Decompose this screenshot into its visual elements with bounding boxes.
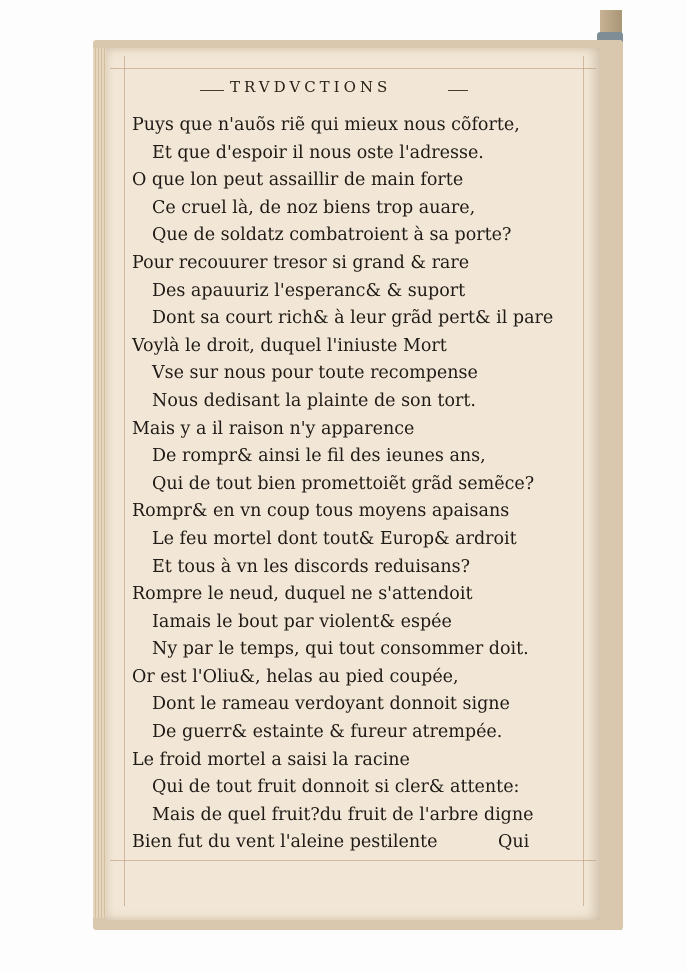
margin-rule-left [124, 56, 125, 906]
poem-line: O que lon peut assaillir de main forte [132, 170, 464, 191]
poem-line: Bien fut du vent l'aleine pestilente [132, 832, 438, 853]
poem-line: Or est l'Oliu&, helas au pied coupée, [132, 666, 459, 687]
poem-line: Ny par le temps, qui tout consommer doit. [152, 639, 529, 660]
poem-line: Qui de tout bien promettoiẽt grãd semẽce? [152, 473, 535, 494]
poem-line: Et que d'espoir il nous oste l'adresse. [152, 142, 484, 163]
poem-line: Des apauuriz l'esperanc& & suport [152, 280, 466, 301]
margin-rule-bottom [110, 860, 596, 861]
poem-line: Voylà le droit, duquel l'iniuste Mort [132, 335, 447, 356]
poem-line: Rompr& en vn coup tous moyens apaisans [132, 501, 510, 522]
margin-rule-top [110, 68, 596, 69]
poem-line: Rompre le neud, duquel ne s'attendoit [132, 584, 473, 605]
poem-line: Pour recouurer tresor si grand & rare [132, 252, 470, 273]
margin-rule-right [583, 56, 584, 906]
poem-line: Le feu mortel dont tout& Europ& ardroit [152, 528, 517, 549]
poem-line: Vse sur nous pour toute recompense [152, 363, 478, 384]
poem-line: Dont le rameau verdoyant donnoit signe [152, 694, 510, 715]
poem-line: Mais de quel fruit?du fruit de l'arbre digne [152, 804, 534, 825]
catchword: Qui [498, 832, 530, 852]
poem-line: Mais y a il raison n'y apparence [132, 418, 415, 439]
running-head: TRVDVCTIONS [230, 78, 392, 96]
poem-line: Puys que n'auõs riẽ qui mieux nous cõforte, [132, 115, 520, 135]
poem-line: Nous dedisant la plainte de son tort. [152, 390, 476, 411]
head-ornament-left [200, 90, 224, 91]
poem-line: Ce cruel là, de noz biens trop auare, [152, 197, 476, 218]
poem-line: Que de soldatz combatroient à sa porte? [152, 225, 512, 246]
head-ornament-right [448, 90, 468, 91]
page-edges [93, 48, 107, 918]
poem-line: Dont sa court rich& à leur grãd pert& il pare [152, 308, 554, 329]
poem-line: Iamais le bout par violent& espée [152, 611, 452, 632]
poem-text [132, 112, 580, 857]
poem-line: Qui de tout fruit donnoit si cler& attente: [152, 777, 520, 798]
poem-line: De rompr& ainsi le fil des ieunes ans, [152, 446, 486, 467]
poem-line: Et tous à vn les discords reduisans? [152, 556, 471, 577]
poem-line: De guerr& estainte & fureur atrempée. [152, 722, 503, 743]
poem-line: Le froid mortel a saisi la racine [132, 749, 410, 770]
